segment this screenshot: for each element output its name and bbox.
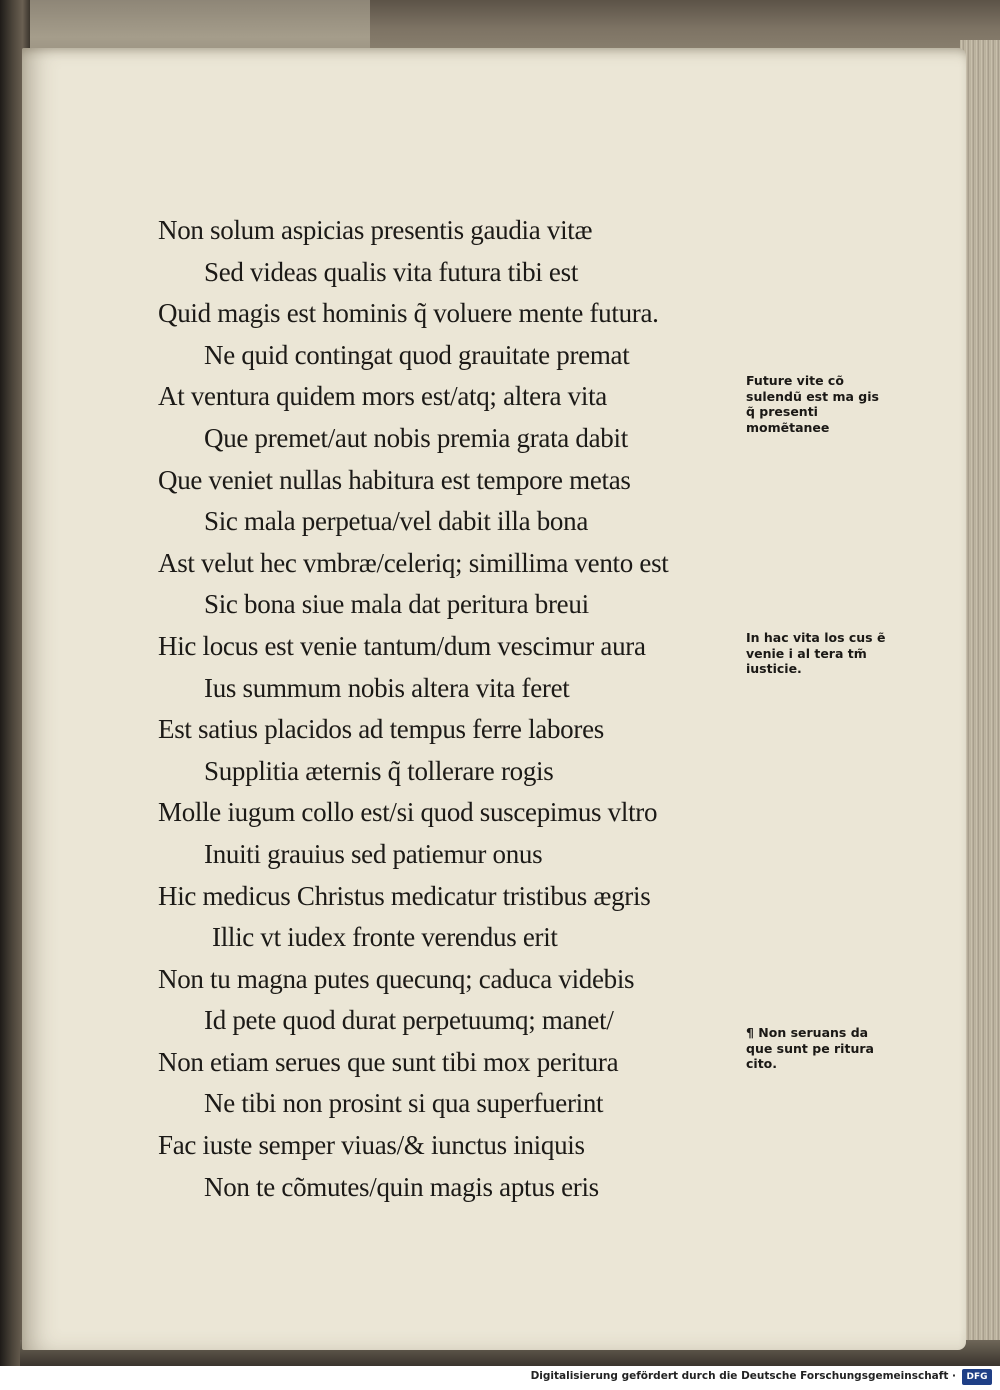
verse-line: Ast velut hec vmbræ/celeriq; simillima vento est [158,547,669,578]
verse-list [158,210,758,1208]
verse-line: Supplitia æternis q̃ tollerare rogis [204,755,554,786]
verse-line: Hic medicus Christus medicatur tristibus ægris [158,880,651,911]
verse-line: Ne tibi non prosint si qua superfuerint [204,1088,604,1119]
verse-line: Hic locus est venie tantum/dum vescimur aura [158,630,646,661]
verse-line: Non te cõmutes/quin magis aptus eris [204,1171,599,1202]
verse-line: Illic vt iudex fronte verendus erit [212,922,558,953]
verse-line: Molle iugum collo est/si quod suscepimus vltro [158,797,658,828]
verse-line: Id pete quod durat perpetuumq; manet/ [204,1005,614,1036]
verse-line: Sic mala perpetua/vel dabit illa bona [204,506,589,537]
margin-gloss: In hac vita los cus ẽ venie i al tera tm̃ iusticie. [746,630,886,676]
funding-notice: Digitalisierung gefördert durch die Deutsche Forschungsgemeinschaft · [530,1370,956,1382]
verse-line: Inuiti grauius sed patiemur onus [204,838,543,869]
verse-line: Que veniet nullas habitura est tempore metas [158,464,631,495]
margin-gloss: Future vite cõ sulendũ est ma gis q̃ presenti momẽtanee [746,373,879,435]
page-edges [960,40,1000,1366]
verse-line: Quid magis est hominis q̃ voluere mente futura. [158,298,659,329]
verse-line: Que premet/aut nobis premia grata dabit [204,422,628,453]
verse-line: At ventura quidem mors est/atq; altera vita [158,381,607,412]
margin-gloss: ¶ Non seruans da que sunt pe ritura cito. [746,1025,874,1071]
verse-line: Non tu magna putes quecunq; caduca videbis [158,963,635,994]
dfg-logo: DFG [962,1369,992,1385]
verse-line: Est satius placidos ad tempus ferre labores [158,714,604,745]
book-page [22,48,966,1350]
verse-line: Non solum aspicias presentis gaudia vitæ [158,215,593,245]
verse-line: Fac iuste semper viuas/& iunctus iniquis [158,1130,585,1161]
verse-line: Ne quid contingat quod grauitate premat [204,339,630,370]
digitization-footer [0,1366,1000,1390]
verse-line: Sed videas qualis vita futura tibi est [204,256,579,287]
verse-line: Ius summum nobis altera vita feret [204,672,570,703]
verse-line: Sic bona siue mala dat peritura breui [204,589,589,620]
verse-line: Non etiam serues que sunt tibi mox peritura [158,1046,619,1077]
